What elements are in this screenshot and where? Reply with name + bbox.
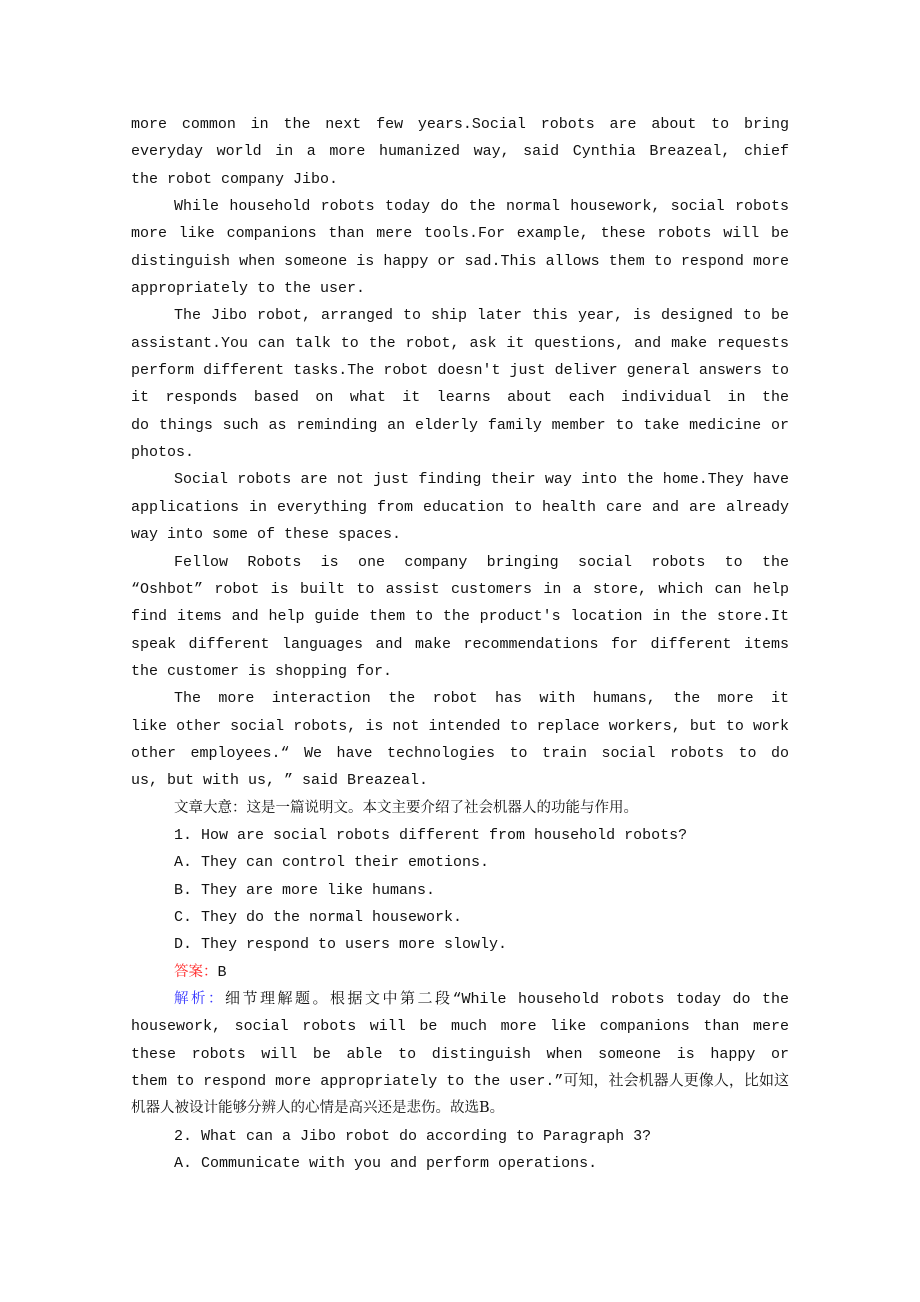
question-2: 2. What can a Jibo robot do according to Paragraph 3? (174, 1127, 652, 1145)
paragraph-line: more like companions than mere tools.For example, these robots will be (131, 225, 789, 243)
paragraph-line: assistant.You can talk to the robot, ask it questions, and make requests (131, 334, 789, 352)
paragraph-line: other employees.“ We have technologies to train social robots to do (131, 744, 789, 762)
paragraph (131, 111, 789, 193)
paragraph-line: more common in the next few years.Social robots are about to bring (131, 116, 789, 133)
paragraph-line: Fellow Robots is one company bringing social robots to the (174, 553, 789, 571)
document-body (131, 111, 789, 1177)
q1-analysis-line: these robots will be able to distinguish when someone is happy or (131, 1045, 789, 1063)
paragraph-line: speak different languages and make recommendations for different items (131, 635, 789, 653)
paragraph-line: way into some of these spaces. (131, 526, 402, 544)
paragraph-line: “Oshbot” robot is built to assist customers in a store, which can help (131, 580, 789, 598)
summary: 文章大意：这是一篇说明文。本文主要介绍了社会机器人的功能与作用。 (174, 799, 638, 816)
q1-answer (131, 959, 789, 986)
paragraph-line: The Jibo robot, arranged to ship later this year, is designed to be (174, 307, 789, 325)
q1-analysis-line: 机器人被设计能够分辨人的心情是高兴还是悲伤。故选B。 (131, 1100, 505, 1117)
paragraph-line: distinguish when someone is happy or sad.This allows them to respond more (131, 252, 789, 270)
paragraph-line: do things such as reminding an elderly family member to take medicine or (131, 416, 789, 434)
paragraph-line: find items and help guide them to the product's location in the store.It (131, 608, 789, 626)
analysis-label: 解析： (174, 991, 225, 1007)
q2-option-a: A. Communicate with you and perform operations. (174, 1155, 598, 1173)
paragraph-line: everyday world in a more humanized way, said Cynthia Breazeal, chief (131, 143, 789, 161)
paragraph-line: Social robots are not just finding their way into the home.They have (174, 471, 789, 489)
q1-option-a: A. They can control their emotions. (174, 854, 490, 872)
paragraph-line: perform different tasks.The robot doesn't just deliver general answers to (131, 362, 789, 380)
paragraph (131, 549, 789, 686)
paragraph-line: applications in everything from education to health care and are already (131, 498, 789, 516)
paragraph-line: photos. (131, 444, 195, 462)
q1-analysis-line: 解析：细节理解题。根据文中第二段“While household robots today do the (174, 991, 789, 1008)
paragraph (131, 193, 789, 302)
answer-label: 答案： (174, 963, 218, 980)
paragraph (131, 685, 789, 794)
paragraph-line: us, but with us, ” said Breazeal. (131, 772, 429, 790)
paragraph-line: appropriately to the user. (131, 280, 366, 298)
paragraph-line: the customer is shopping for. (131, 662, 393, 680)
question-1: 1. How are social robots different from household robots? (174, 826, 688, 844)
paragraph-line: the robot company Jibo. (131, 170, 339, 188)
paragraph-line: The more interaction the robot has with humans, the more it (174, 690, 789, 708)
q1-analysis-line: them to respond more appropriately to the user.”可知，社会机器人更像人，比如这 (131, 1073, 789, 1091)
answer-value: B (217, 963, 227, 981)
paragraph-line: like other social robots, is not intended to replace workers, but to work (131, 717, 789, 735)
q1-option-c: C. They do the normal housework. (174, 908, 463, 926)
q1-option-b: B. They are more like humans. (174, 881, 436, 899)
paragraph-line: it responds based on what it learns about each individual in the (131, 389, 789, 407)
paragraph (131, 302, 789, 466)
paragraph-line: While household robots today do the normal housework, social robots (174, 198, 789, 216)
q1-analysis-line: housework, social robots will be much more like companions than mere (131, 1018, 789, 1036)
article-text (131, 111, 789, 795)
q1-option-d: D. They respond to users more slowly. (174, 936, 508, 954)
paragraph (131, 466, 789, 548)
